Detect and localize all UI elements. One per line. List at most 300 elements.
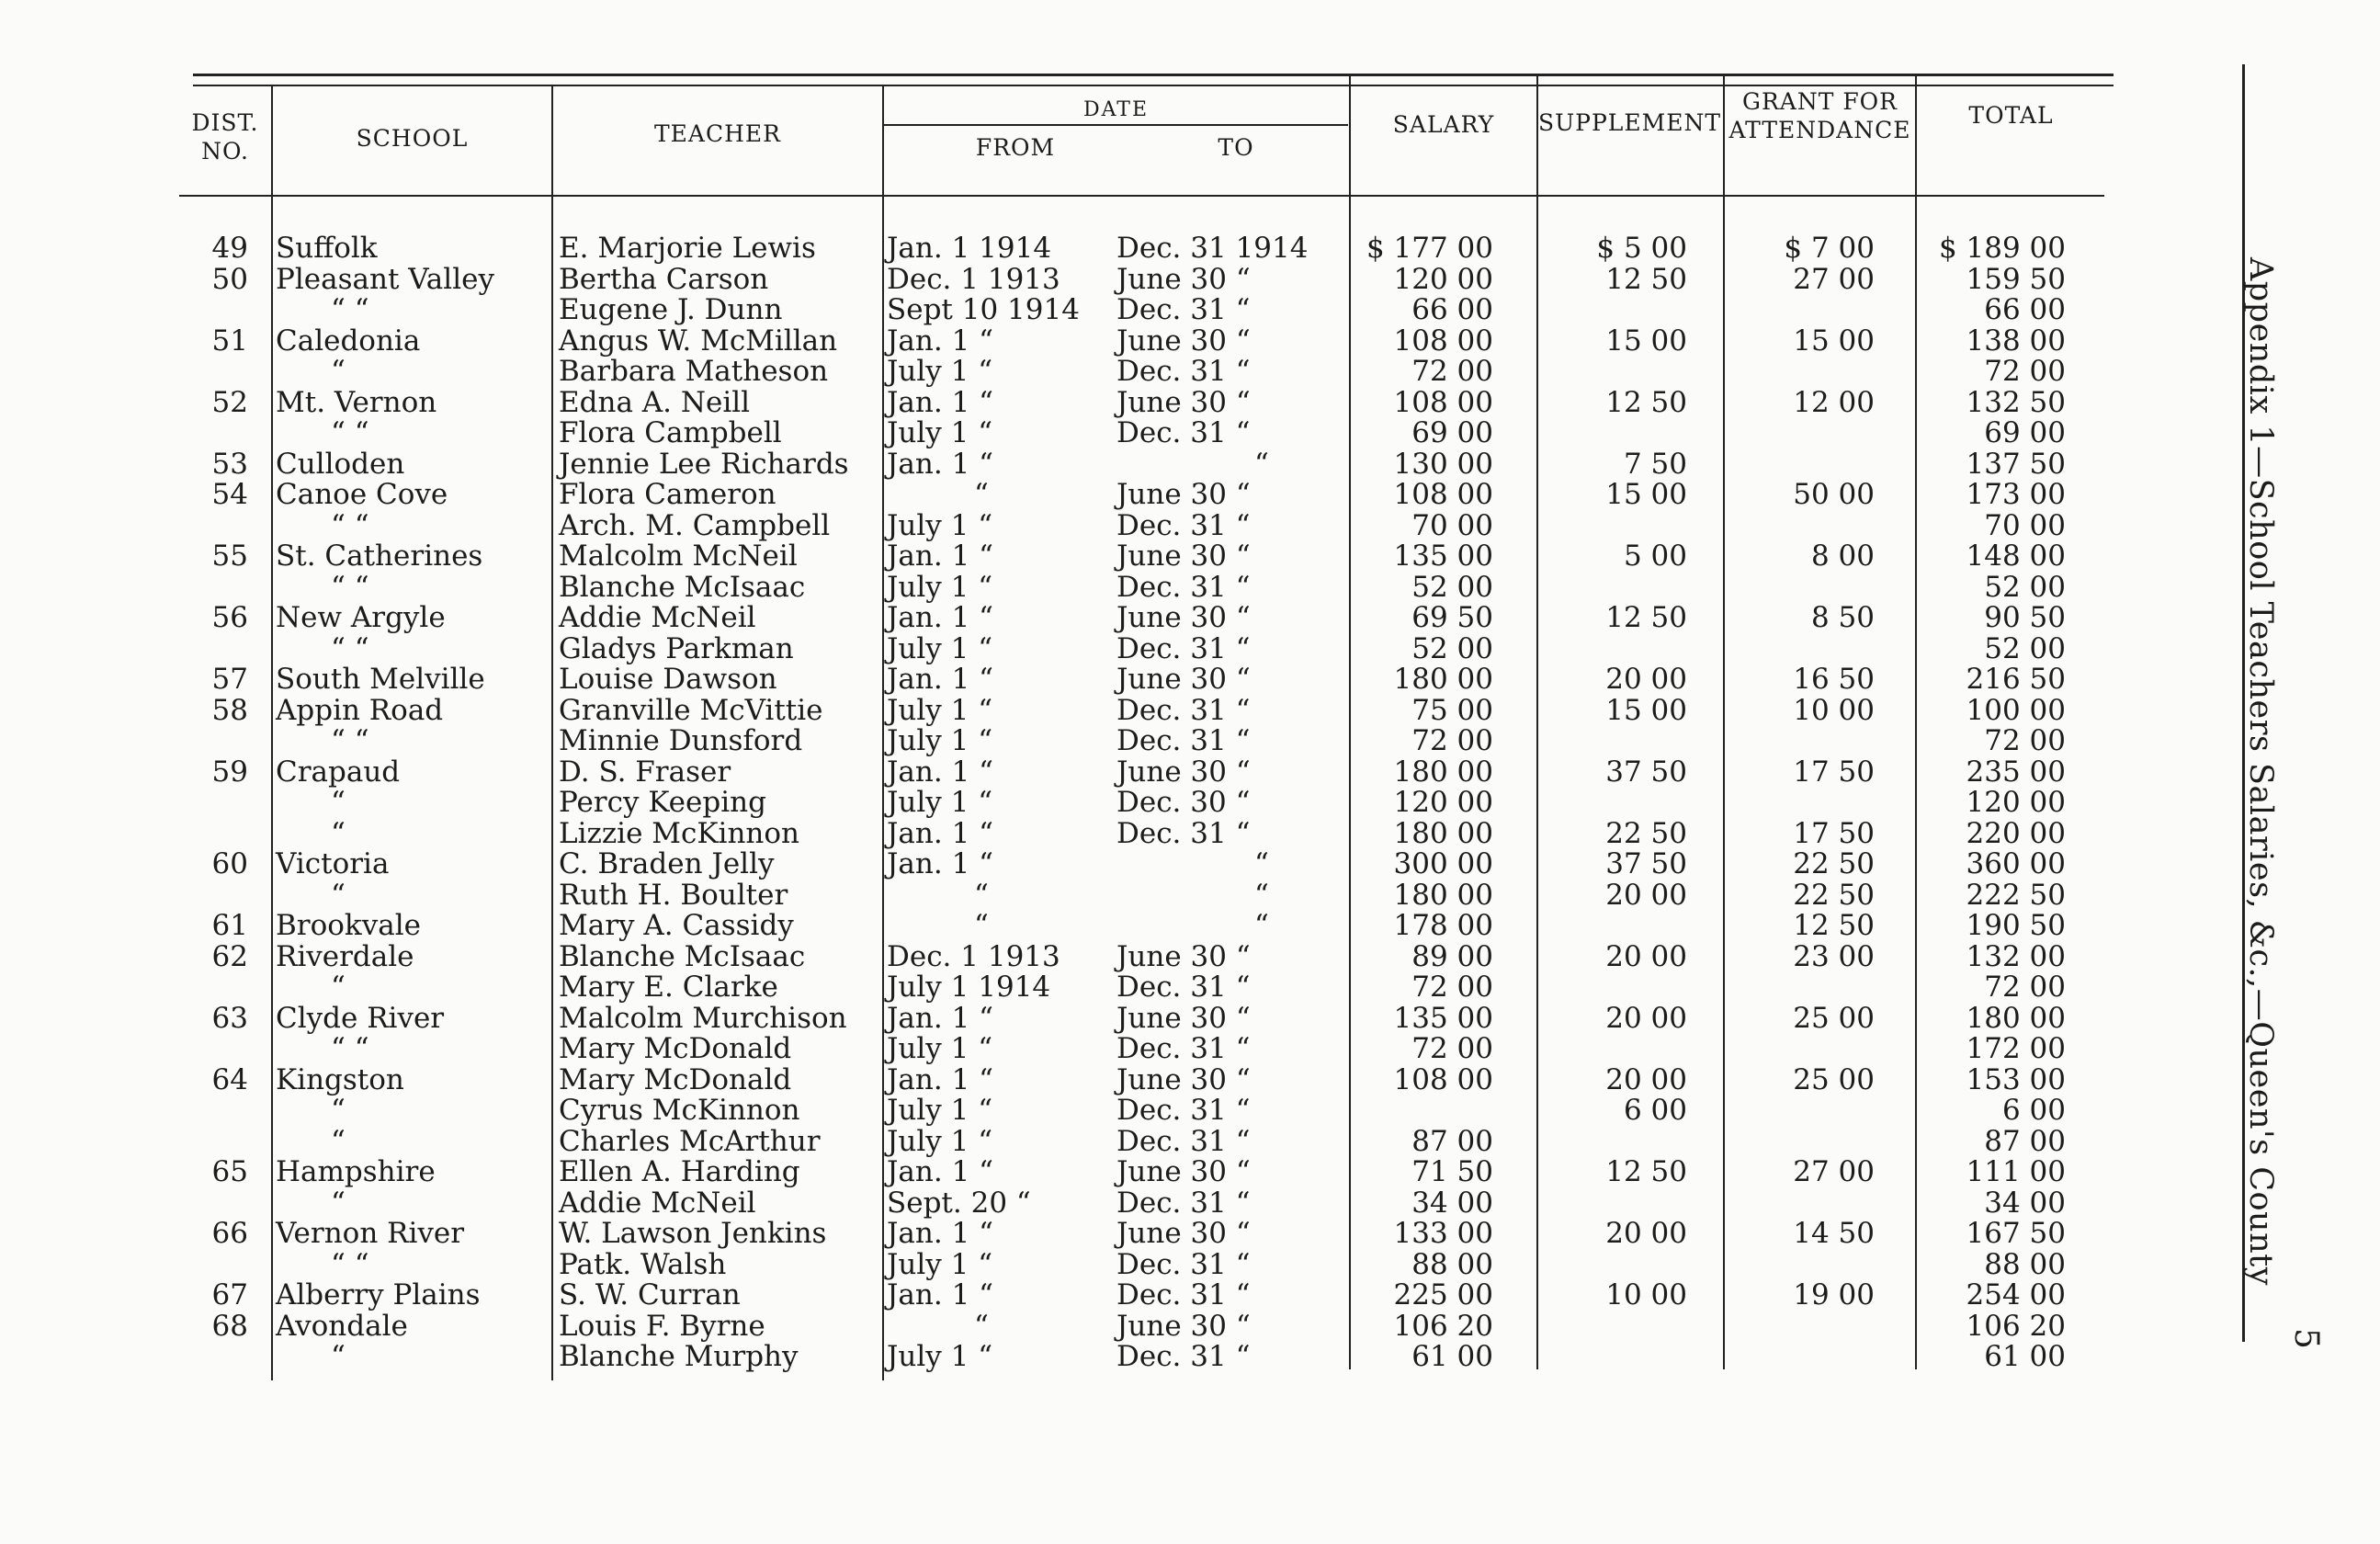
cell-total: 216 50 bbox=[1966, 663, 2066, 696]
cell-from: July 1 “ bbox=[887, 1124, 993, 1158]
header-bottom-rule bbox=[179, 195, 2104, 197]
cell-school: Culloden bbox=[276, 447, 405, 481]
cell-from: July 1 “ bbox=[887, 1094, 993, 1127]
cell-salary: 69 00 bbox=[1411, 416, 1493, 449]
header-teacher: TEACHER bbox=[654, 120, 781, 147]
cell-supplement: $ 5 00 bbox=[1596, 232, 1687, 265]
cell-grant: 8 00 bbox=[1810, 539, 1875, 573]
cell-teacher: Blanche McIsaac bbox=[559, 939, 806, 973]
cell-teacher: Addie McNeil bbox=[559, 1186, 756, 1220]
cell-from: July 1 “ bbox=[887, 416, 993, 449]
cell-total: 167 50 bbox=[1966, 1217, 2066, 1250]
cell-teacher: Patk. Walsh bbox=[559, 1247, 727, 1281]
col-divider bbox=[1536, 74, 1538, 1369]
cell-school: Mt. Vernon bbox=[276, 385, 437, 419]
cell-school: “ bbox=[331, 1124, 346, 1158]
cell-teacher: Malcolm McNeil bbox=[559, 539, 798, 573]
cell-teacher: Mary A. Cassidy bbox=[559, 909, 794, 942]
col-divider bbox=[1915, 74, 1917, 1369]
col-divider bbox=[1723, 74, 1725, 1369]
cell-from: Jan. 1 “ bbox=[887, 385, 994, 419]
cell-supplement: 6 00 bbox=[1623, 1094, 1687, 1127]
cell-salary: 72 00 bbox=[1411, 971, 1493, 1004]
cell-total: $ 189 00 bbox=[1938, 232, 2066, 265]
cell-total: 190 50 bbox=[1966, 909, 2066, 942]
cell-from: July 1 “ bbox=[887, 355, 993, 388]
cell-school: “ bbox=[331, 1094, 346, 1127]
cell-total: 70 00 bbox=[1984, 508, 2066, 542]
cell-salary: 133 00 bbox=[1393, 1217, 1493, 1250]
cell-teacher: Flora Cameron bbox=[559, 478, 776, 511]
cell-supplement: 37 50 bbox=[1605, 847, 1687, 880]
cell-school: Riverdale bbox=[276, 939, 414, 973]
cell-total: 52 00 bbox=[1984, 570, 2066, 604]
cell-supplement: 20 00 bbox=[1605, 1062, 1687, 1096]
cell-to: Dec. 31 “ bbox=[1116, 508, 1251, 542]
cell-salary: 225 00 bbox=[1393, 1278, 1493, 1311]
cell-teacher: Jennie Lee Richards bbox=[559, 447, 849, 481]
cell-teacher: Louis F. Byrne bbox=[559, 1309, 765, 1343]
cell-from: July 1 1914 bbox=[887, 971, 1051, 1004]
cell-dist: 54 bbox=[211, 478, 248, 511]
cell-to: June 30 “ bbox=[1116, 601, 1251, 634]
cell-school: “ bbox=[331, 1340, 346, 1373]
cell-teacher: C. Braden Jelly bbox=[559, 847, 775, 880]
cell-to: Dec. 31 “ bbox=[1116, 1247, 1251, 1281]
cell-to: Dec. 31 “ bbox=[1116, 631, 1251, 665]
cell-school: Crapaud bbox=[276, 755, 401, 789]
cell-school: “ “ bbox=[331, 293, 369, 326]
page-number: 5 bbox=[2287, 1328, 2325, 1349]
cell-salary: 72 00 bbox=[1411, 355, 1493, 388]
cell-dist: 66 bbox=[211, 1217, 248, 1250]
cell-from: Jan. 1 “ bbox=[887, 663, 994, 696]
cell-to: June 30 “ bbox=[1116, 755, 1251, 789]
cell-dist: 58 bbox=[211, 693, 248, 727]
cell-dist: 56 bbox=[211, 601, 248, 634]
cell-total: 138 00 bbox=[1966, 324, 2066, 358]
cell-salary: 108 00 bbox=[1393, 324, 1493, 358]
cell-to: June 30 “ bbox=[1116, 262, 1251, 296]
cell-total: 173 00 bbox=[1966, 478, 2066, 511]
cell-school: Canoe Cove bbox=[276, 478, 448, 511]
cell-grant: 16 50 bbox=[1793, 663, 1875, 696]
cell-salary: 75 00 bbox=[1411, 693, 1493, 727]
cell-teacher: D. S. Fraser bbox=[559, 755, 731, 789]
cell-grant: 12 50 bbox=[1793, 909, 1875, 942]
cell-salary: 108 00 bbox=[1393, 385, 1493, 419]
cell-dist: 62 bbox=[211, 939, 248, 973]
cell-total: 88 00 bbox=[1984, 1247, 2066, 1281]
cell-total: 120 00 bbox=[1966, 786, 2066, 819]
cell-salary: 135 00 bbox=[1393, 539, 1493, 573]
cell-salary: 180 00 bbox=[1393, 816, 1493, 850]
header-salary: SALARY bbox=[1392, 111, 1495, 138]
cell-from: Jan. 1 “ bbox=[887, 324, 994, 358]
cell-salary: 34 00 bbox=[1411, 1186, 1493, 1220]
cell-supplement: 10 00 bbox=[1605, 1278, 1687, 1311]
cell-to: Dec. 31 “ bbox=[1116, 355, 1251, 388]
cell-to: Dec. 31 “ bbox=[1116, 1340, 1251, 1373]
cell-salary: 178 00 bbox=[1393, 909, 1493, 942]
cell-dist: 64 bbox=[211, 1062, 248, 1096]
cell-teacher: Mary E. Clarke bbox=[559, 971, 778, 1004]
cell-salary: 52 00 bbox=[1411, 631, 1493, 665]
cell-salary: 88 00 bbox=[1411, 1247, 1493, 1281]
cell-total: 52 00 bbox=[1984, 631, 2066, 665]
cell-school: “ “ bbox=[331, 508, 369, 542]
cell-teacher: Charles McArthur bbox=[559, 1124, 821, 1158]
cell-teacher: Blanche Murphy bbox=[559, 1340, 799, 1373]
cell-from: Jan. 1 “ bbox=[887, 755, 994, 789]
cell-grant: $ 7 00 bbox=[1784, 232, 1875, 265]
cell-school: “ “ bbox=[331, 416, 369, 449]
top-rule-2 bbox=[193, 85, 2114, 86]
cell-total: 180 00 bbox=[1966, 1001, 2066, 1035]
cell-to: Dec. 31 “ bbox=[1116, 816, 1251, 850]
cell-grant: 12 00 bbox=[1793, 385, 1875, 419]
cell-teacher: Ruth H. Boulter bbox=[559, 878, 788, 912]
cell-from: Dec. 1 1913 bbox=[887, 262, 1060, 296]
cell-school: “ “ bbox=[331, 1032, 369, 1065]
cell-salary: 72 00 bbox=[1411, 724, 1493, 757]
cell-total: 235 00 bbox=[1966, 755, 2066, 789]
cell-supplement: 15 00 bbox=[1605, 693, 1687, 727]
side-title: Appendix 1—School Teachers Salaries, &c.,—Queen's County bbox=[2242, 257, 2279, 1286]
cell-teacher: Malcolm Murchison bbox=[559, 1001, 847, 1035]
cell-salary: 130 00 bbox=[1393, 447, 1493, 481]
cell-teacher: Granville McVittie bbox=[559, 693, 823, 727]
cell-from: July 1 “ bbox=[887, 693, 993, 727]
cell-to: June 30 “ bbox=[1116, 663, 1251, 696]
cell-to: “ bbox=[1254, 847, 1269, 880]
cell-school: “ “ bbox=[331, 1247, 369, 1281]
cell-school: “ bbox=[331, 971, 346, 1004]
cell-from: July 1 “ bbox=[887, 570, 993, 604]
col-divider bbox=[271, 85, 273, 1380]
header-dist: DIST. NO. bbox=[191, 109, 259, 165]
cell-salary: 52 00 bbox=[1411, 570, 1493, 604]
cell-to: June 30 “ bbox=[1116, 1001, 1251, 1035]
cell-supplement: 20 00 bbox=[1605, 878, 1687, 912]
cell-grant: 25 00 bbox=[1793, 1001, 1875, 1035]
cell-total: 148 00 bbox=[1966, 539, 2066, 573]
cell-grant: 15 00 bbox=[1793, 324, 1875, 358]
cell-total: 153 00 bbox=[1966, 1062, 2066, 1096]
cell-school: Brookvale bbox=[276, 909, 421, 942]
header-school: SCHOOL bbox=[356, 125, 469, 152]
cell-to: June 30 “ bbox=[1116, 1155, 1251, 1188]
cell-to: June 30 “ bbox=[1116, 1062, 1251, 1096]
cell-school: South Melville bbox=[276, 663, 485, 696]
cell-supplement: 15 00 bbox=[1605, 324, 1687, 358]
cell-school: Pleasant Valley bbox=[276, 262, 494, 296]
cell-to: June 30 “ bbox=[1116, 939, 1251, 973]
cell-supplement: 7 50 bbox=[1623, 447, 1687, 481]
cell-school: “ bbox=[331, 1186, 346, 1220]
cell-grant: 27 00 bbox=[1793, 1155, 1875, 1188]
cell-grant: 22 50 bbox=[1793, 847, 1875, 880]
cell-supplement: 20 00 bbox=[1605, 939, 1687, 973]
cell-to: June 30 “ bbox=[1116, 1217, 1251, 1250]
cell-school: “ “ bbox=[331, 724, 369, 757]
cell-supplement: 37 50 bbox=[1605, 755, 1687, 789]
cell-dist: 68 bbox=[211, 1309, 248, 1343]
cell-salary: 180 00 bbox=[1393, 878, 1493, 912]
cell-from: “ bbox=[974, 478, 989, 511]
cell-salary: 135 00 bbox=[1393, 1001, 1493, 1035]
cell-school: “ “ bbox=[331, 570, 369, 604]
cell-from: Jan. 1 “ bbox=[887, 1278, 994, 1311]
cell-supplement: 20 00 bbox=[1605, 1217, 1687, 1250]
header-supplement: SUPPLEMENT bbox=[1537, 109, 1722, 136]
cell-from: July 1 “ bbox=[887, 1340, 993, 1373]
cell-teacher: Mary McDonald bbox=[559, 1032, 792, 1065]
cell-dist: 53 bbox=[211, 447, 248, 481]
cell-school: St. Catherines bbox=[276, 539, 483, 573]
cell-from: July 1 “ bbox=[887, 786, 993, 819]
cell-salary: 69 50 bbox=[1411, 601, 1493, 634]
cell-from: “ bbox=[974, 1309, 989, 1343]
cell-teacher: S. W. Curran bbox=[559, 1278, 741, 1311]
cell-teacher: Arch. M. Campbell bbox=[559, 508, 831, 542]
cell-to: Dec. 30 “ bbox=[1116, 786, 1251, 819]
cell-teacher: Blanche McIsaac bbox=[559, 570, 806, 604]
cell-salary: 180 00 bbox=[1393, 663, 1493, 696]
cell-salary: 120 00 bbox=[1393, 786, 1493, 819]
cell-grant: 8 50 bbox=[1810, 601, 1875, 634]
cell-supplement: 22 50 bbox=[1605, 816, 1687, 850]
cell-grant: 17 50 bbox=[1793, 755, 1875, 789]
cell-teacher: Lizzie McKinnon bbox=[559, 816, 800, 850]
cell-dist: 60 bbox=[211, 847, 248, 880]
cell-salary: 71 50 bbox=[1411, 1155, 1493, 1188]
cell-school: “ “ bbox=[331, 631, 369, 665]
cell-school: Suffolk bbox=[276, 232, 378, 265]
cell-to: June 30 “ bbox=[1116, 324, 1251, 358]
cell-to: Dec. 31 “ bbox=[1116, 693, 1251, 727]
cell-school: Caledonia bbox=[276, 324, 421, 358]
cell-school: Clyde River bbox=[276, 1001, 445, 1035]
cell-dist: 52 bbox=[211, 385, 248, 419]
cell-from: Jan. 1 1914 bbox=[887, 232, 1052, 265]
cell-teacher: Bertha Carson bbox=[559, 262, 769, 296]
cell-school: Alberry Plains bbox=[276, 1278, 481, 1311]
cell-school: “ bbox=[331, 355, 346, 388]
date-subrule bbox=[884, 124, 1348, 126]
cell-grant: 17 50 bbox=[1793, 816, 1875, 850]
cell-salary: 66 00 bbox=[1411, 293, 1493, 326]
cell-from: July 1 “ bbox=[887, 724, 993, 757]
cell-supplement: 5 00 bbox=[1623, 539, 1687, 573]
cell-dist: 51 bbox=[211, 324, 248, 358]
header-to: TO bbox=[1218, 134, 1254, 161]
cell-total: 34 00 bbox=[1984, 1186, 2066, 1220]
cell-salary: 61 00 bbox=[1411, 1340, 1493, 1373]
cell-teacher: Gladys Parkman bbox=[559, 631, 794, 665]
cell-teacher: E. Marjorie Lewis bbox=[559, 232, 816, 265]
cell-total: 72 00 bbox=[1984, 724, 2066, 757]
cell-total: 72 00 bbox=[1984, 355, 2066, 388]
cell-grant: 50 00 bbox=[1793, 478, 1875, 511]
cell-to: Dec. 31 “ bbox=[1116, 416, 1251, 449]
header-from: FROM bbox=[975, 134, 1056, 161]
cell-salary: 72 00 bbox=[1411, 1032, 1493, 1065]
cell-from: Dec. 1 1913 bbox=[887, 939, 1060, 973]
cell-school: Avondale bbox=[276, 1309, 408, 1343]
cell-salary: 108 00 bbox=[1393, 1062, 1493, 1096]
cell-from: Jan. 1 “ bbox=[887, 1001, 994, 1035]
cell-salary: 87 00 bbox=[1411, 1124, 1493, 1158]
cell-to: Dec. 31 “ bbox=[1116, 570, 1251, 604]
cell-dist: 50 bbox=[211, 262, 248, 296]
cell-teacher: Flora Campbell bbox=[559, 416, 782, 449]
cell-from: Jan. 1 “ bbox=[887, 601, 994, 634]
top-rule bbox=[193, 74, 2114, 76]
cell-dist: 49 bbox=[211, 232, 248, 265]
cell-from: Sept 10 1914 bbox=[887, 293, 1080, 326]
cell-total: 254 00 bbox=[1966, 1278, 2066, 1311]
cell-to: Dec. 31 “ bbox=[1116, 293, 1251, 326]
cell-to: Dec. 31 “ bbox=[1116, 724, 1251, 757]
cell-total: 61 00 bbox=[1984, 1340, 2066, 1373]
cell-supplement: 12 50 bbox=[1605, 262, 1687, 296]
cell-total: 172 00 bbox=[1966, 1032, 2066, 1065]
cell-to: “ bbox=[1254, 878, 1269, 912]
cell-from: July 1 “ bbox=[887, 631, 993, 665]
cell-total: 159 50 bbox=[1966, 262, 2066, 296]
cell-teacher: Barbara Matheson bbox=[559, 355, 829, 388]
cell-supplement: 12 50 bbox=[1605, 601, 1687, 634]
cell-school: Hampshire bbox=[276, 1155, 436, 1188]
cell-total: 137 50 bbox=[1966, 447, 2066, 481]
cell-salary: 120 00 bbox=[1393, 262, 1493, 296]
header-date: DATE bbox=[1082, 98, 1150, 121]
cell-from: Jan. 1 “ bbox=[887, 447, 994, 481]
side-title-wrap bbox=[2242, 257, 2279, 1286]
cell-teacher: Percy Keeping bbox=[559, 786, 766, 819]
cell-teacher: Minnie Dunsford bbox=[559, 724, 803, 757]
cell-teacher: W. Lawson Jenkins bbox=[559, 1217, 827, 1250]
cell-supplement: 12 50 bbox=[1605, 385, 1687, 419]
cell-total: 360 00 bbox=[1966, 847, 2066, 880]
cell-salary: 108 00 bbox=[1393, 478, 1493, 511]
cell-from: July 1 “ bbox=[887, 508, 993, 542]
cell-supplement: 20 00 bbox=[1605, 663, 1687, 696]
cell-salary: 89 00 bbox=[1411, 939, 1493, 973]
cell-to: June 30 “ bbox=[1116, 478, 1251, 511]
cell-total: 222 50 bbox=[1966, 878, 2066, 912]
cell-dist: 67 bbox=[211, 1278, 248, 1311]
cell-from: Jan. 1 “ bbox=[887, 847, 994, 880]
cell-to: Dec. 31 1914 bbox=[1116, 232, 1309, 265]
cell-grant: 14 50 bbox=[1793, 1217, 1875, 1250]
cell-school: Kingston bbox=[276, 1062, 404, 1096]
cell-dist: 61 bbox=[211, 909, 248, 942]
cell-to: Dec. 31 “ bbox=[1116, 1186, 1251, 1220]
cell-from: “ bbox=[974, 909, 989, 942]
cell-to: Dec. 31 “ bbox=[1116, 971, 1251, 1004]
cell-teacher: Edna A. Neill bbox=[559, 385, 751, 419]
cell-total: 220 00 bbox=[1966, 816, 2066, 850]
cell-school: Vernon River bbox=[276, 1217, 465, 1250]
cell-salary: 70 00 bbox=[1411, 508, 1493, 542]
cell-from: July 1 “ bbox=[887, 1032, 993, 1065]
cell-from: “ bbox=[974, 878, 989, 912]
cell-from: Jan. 1 “ bbox=[887, 1217, 994, 1250]
cell-school: “ bbox=[331, 878, 346, 912]
cell-salary: 180 00 bbox=[1393, 755, 1493, 789]
cell-total: 66 00 bbox=[1984, 293, 2066, 326]
cell-school: Appin Road bbox=[276, 693, 444, 727]
cell-grant: 10 00 bbox=[1793, 693, 1875, 727]
cell-supplement: 12 50 bbox=[1605, 1155, 1687, 1188]
cell-dist: 57 bbox=[211, 663, 248, 696]
cell-total: 106 20 bbox=[1966, 1309, 2066, 1343]
cell-total: 69 00 bbox=[1984, 416, 2066, 449]
cell-total: 6 00 bbox=[2001, 1094, 2066, 1127]
cell-school: Victoria bbox=[276, 847, 390, 880]
cell-salary: 300 00 bbox=[1393, 847, 1493, 880]
cell-total: 100 00 bbox=[1966, 693, 2066, 727]
cell-to: Dec. 31 “ bbox=[1116, 1094, 1251, 1127]
header-total: TOTAL bbox=[1968, 102, 2054, 129]
cell-total: 90 50 bbox=[1984, 601, 2066, 634]
cell-to: Dec. 31 “ bbox=[1116, 1278, 1251, 1311]
cell-to: Dec. 31 “ bbox=[1116, 1124, 1251, 1158]
cell-dist: 63 bbox=[211, 1001, 248, 1035]
cell-school: New Argyle bbox=[276, 601, 446, 634]
cell-grant: 23 00 bbox=[1793, 939, 1875, 973]
cell-from: Jan. 1 “ bbox=[887, 1155, 994, 1188]
cell-teacher: Louise Dawson bbox=[559, 663, 777, 696]
cell-school: “ bbox=[331, 786, 346, 819]
header-grant: GRANT FOR ATTENDANCE bbox=[1728, 88, 1911, 144]
cell-from: July 1 “ bbox=[887, 1247, 993, 1281]
cell-to: “ bbox=[1254, 447, 1269, 481]
cell-teacher: Mary McDonald bbox=[559, 1062, 792, 1096]
cell-supplement: 20 00 bbox=[1605, 1001, 1687, 1035]
cell-dist: 65 bbox=[211, 1155, 248, 1188]
cell-to: June 30 “ bbox=[1116, 1309, 1251, 1343]
cell-total: 132 00 bbox=[1966, 939, 2066, 973]
cell-teacher: Eugene J. Dunn bbox=[559, 293, 783, 326]
cell-to: June 30 “ bbox=[1116, 539, 1251, 573]
cell-teacher: Cyrus McKinnon bbox=[559, 1094, 800, 1127]
cell-teacher: Addie McNeil bbox=[559, 601, 756, 634]
cell-grant: 27 00 bbox=[1793, 262, 1875, 296]
cell-supplement: 15 00 bbox=[1605, 478, 1687, 511]
cell-grant: 25 00 bbox=[1793, 1062, 1875, 1096]
cell-from: Jan. 1 “ bbox=[887, 539, 994, 573]
cell-grant: 19 00 bbox=[1793, 1278, 1875, 1311]
cell-grant: 22 50 bbox=[1793, 878, 1875, 912]
cell-school: “ bbox=[331, 816, 346, 850]
cell-to: Dec. 31 “ bbox=[1116, 1032, 1251, 1065]
cell-salary: 106 20 bbox=[1393, 1309, 1493, 1343]
cell-to: June 30 “ bbox=[1116, 385, 1251, 419]
cell-total: 87 00 bbox=[1984, 1124, 2066, 1158]
cell-teacher: Angus W. McMillan bbox=[559, 324, 838, 358]
col-divider bbox=[882, 85, 884, 1380]
cell-total: 72 00 bbox=[1984, 971, 2066, 1004]
cell-teacher: Ellen A. Harding bbox=[559, 1155, 800, 1188]
cell-total: 111 00 bbox=[1966, 1155, 2066, 1188]
cell-salary: $ 177 00 bbox=[1366, 232, 1493, 265]
cell-from: Sept. 20 “ bbox=[887, 1186, 1031, 1220]
cell-to: “ bbox=[1254, 909, 1269, 942]
cell-total: 132 50 bbox=[1966, 385, 2066, 419]
